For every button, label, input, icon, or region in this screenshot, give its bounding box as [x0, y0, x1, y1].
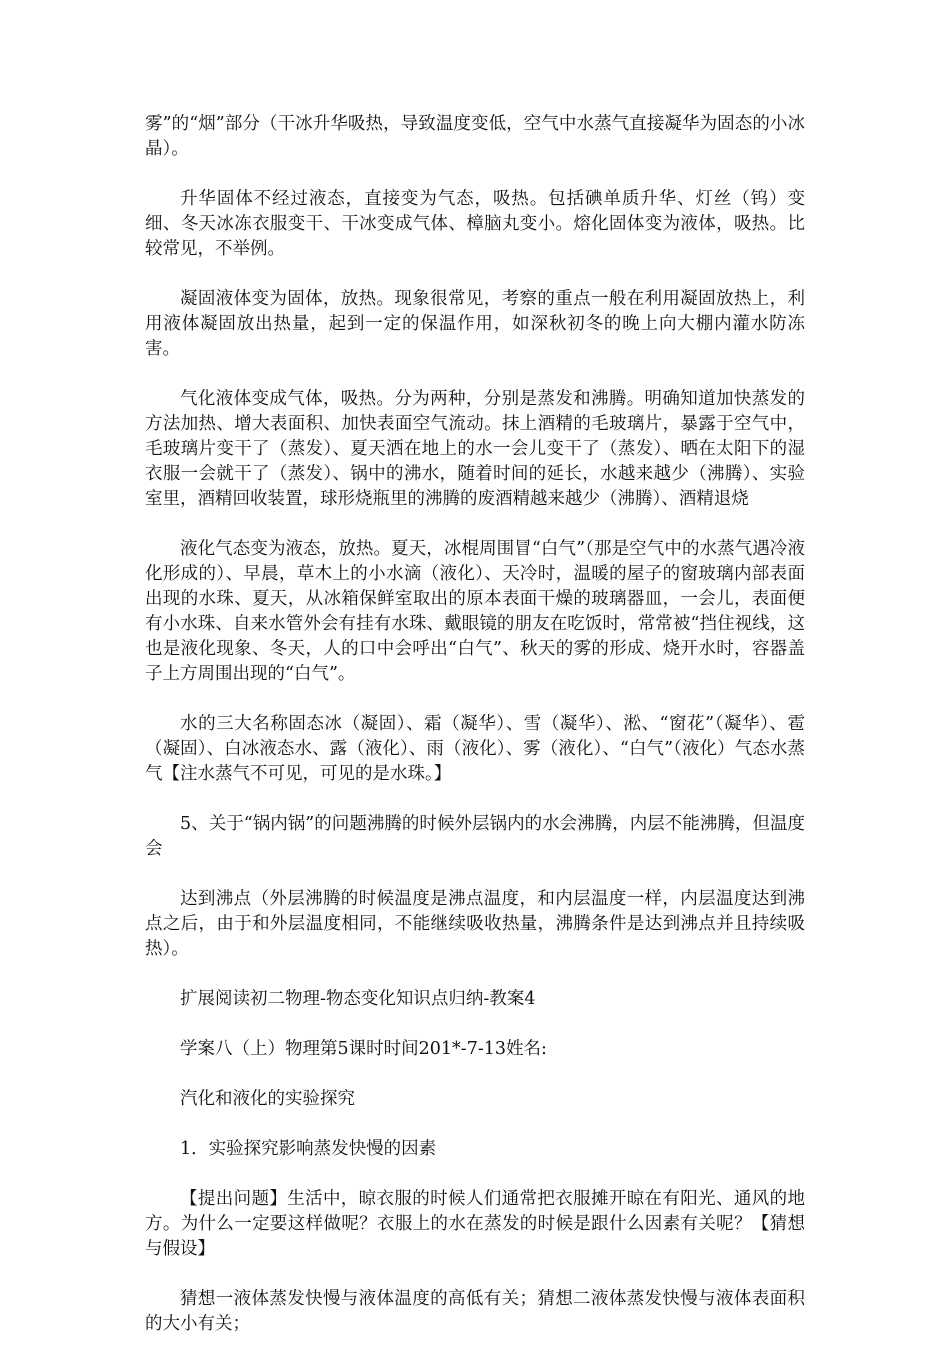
- paragraph-boiling-point: 达到沸点（外层沸腾的时候温度是沸点温度，和内层温度一样，内层温度达到沸点之后，由于和外层温度相同，不能继续吸收热量，沸腾条件是达到沸点并且持续吸热）。: [145, 889, 805, 959]
- paragraph-vaporization: 气化液体变成气体，吸热。分为两种，分别是蒸发和沸腾。明确知道加快蒸发的方法加热、增大表面积、加快表面空气流动。抹上酒精的毛玻璃片，暴露于空气中，毛玻璃片变干了（蒸发）、夏天洒在地上的水一会儿变干了（蒸发）、晒在太阳下的湿衣服一会就干了（蒸发）、锅中的沸水，随着时间的延长，水越来越少（沸腾）、实验室里，酒精回收装置，球形烧瓶里的沸腾的废酒精越来越少（沸腾）、酒精退烧: [145, 389, 805, 509]
- paragraph-question: 【提出问题】生活中，晾衣服的时候人们通常把衣服摊开晾在有阳光、通风的地方。为什么一定要这样做呢？衣服上的水在蒸发的时候是跟什么因素有关呢？【猜想与假设】: [145, 1189, 805, 1259]
- paragraph-water-states: 水的三大名称固态冰（凝固）、霜（凝华）、雪（凝华）、淞、“窗花”（凝华）、雹（凝固）、白冰液态水、露（液化）、雨（液化）、雾（液化）、“白气”（液化）气态水蒸气【注水蒸气不可见，可见的是水珠。】: [145, 714, 805, 784]
- paragraph-sublimation-smoke: 雾”的“烟”部分（干冰升华吸热，导致温度变低，空气中水蒸气直接凝华为固态的小冰晶）。: [145, 114, 805, 159]
- paragraph-lesson-info: 学案八（上）物理第5课时时间201*-7-13姓名:: [180, 1039, 547, 1059]
- paragraph-pot-in-pot: 5、关于“锅内锅”的问题沸腾的时候外层锅内的水会沸腾，内层不能沸腾，但温度会: [145, 814, 805, 859]
- paragraph-liquefaction: 液化气态变为液态，放热。夏天，冰棍周围冒“白气”（那是空气中的水蒸气遇冷液化形成的）、早晨，草木上的小水滴（液化）、天冷时，温暖的屋子的窗玻璃内部表面出现的水珠、夏天，从冰箱保鲜室取出的原本表面干燥的玻璃器皿，一会儿，表面便有小水珠、自来水管外会有挂有水珠、戴眼镜的朋友在吃饭时，常常被“挡住视线，这也是液化现象、冬天，人的口中会呼出“白气”、秋天的雾的形成、烧开水时，容器盖子上方周围出现的“白气”。: [145, 539, 805, 684]
- paragraph-experiment-1: 1．实验探究影响蒸发快慢的因素: [180, 1139, 437, 1159]
- paragraph-extended-reading: 扩展阅读初二物理-物态变化知识点归纳-教案4: [180, 989, 536, 1009]
- document-page: [145, 112, 805, 1362]
- paragraph-sublimation: 升华固体不经过液态，直接变为气态，吸热。包括碘单质升华、灯丝（钨）变细、冬天冰冻衣服变干、干冰变成气体、樟脑丸变小。熔化固体变为液体，吸热。比较常见，不举例。: [145, 189, 805, 259]
- paragraph-hypotheses: 猜想一液体蒸发快慢与液体温度的高低有关；猜想二液体蒸发快慢与液体表面积的大小有关；: [145, 1289, 805, 1334]
- paragraph-section-title: 汽化和液化的实验探究: [180, 1089, 355, 1109]
- paragraph-solidification: 凝固液体变为固体，放热。现象很常见，考察的重点一般在利用凝固放热上，利用液体凝固放出热量，起到一定的保温作用，如深秋初冬的晚上向大棚内灌水防冻害。: [145, 289, 805, 359]
